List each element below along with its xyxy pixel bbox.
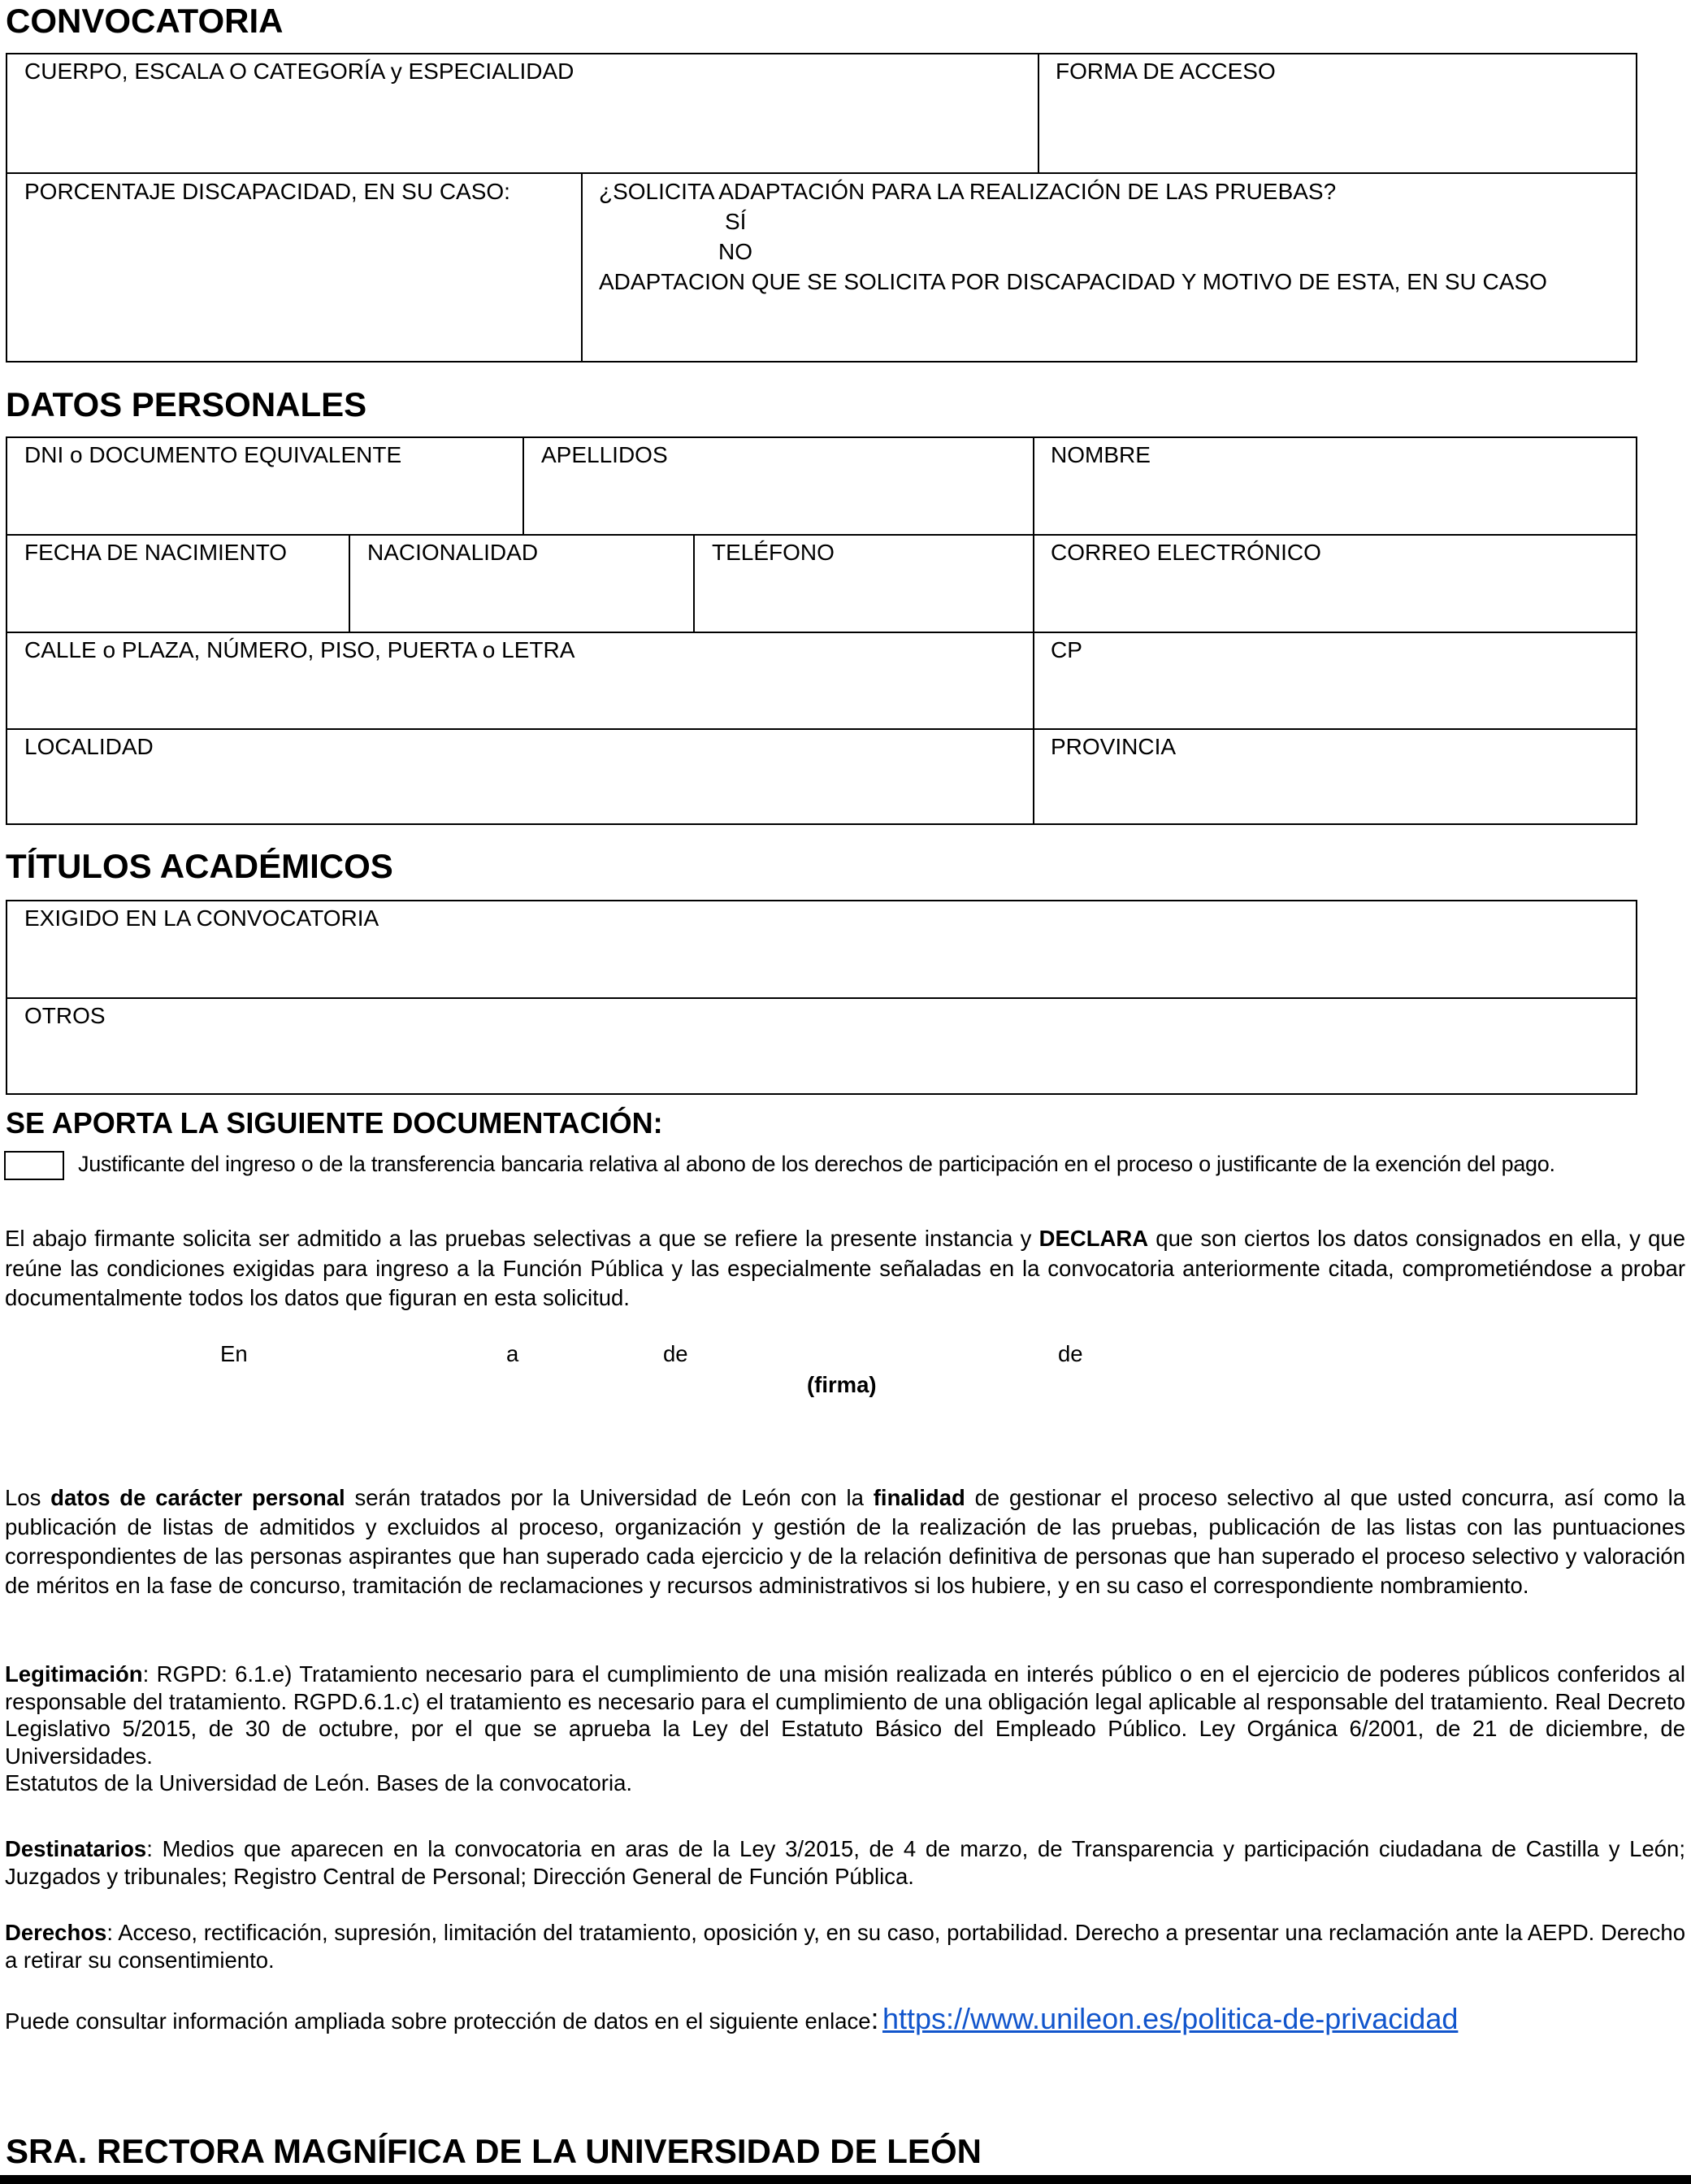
- text-bold: Destinatarios: [5, 1836, 147, 1861]
- declaracion-paragraph: [5, 1224, 1685, 1313]
- titulos-heading: TÍTULOS ACADÉMICOS: [6, 847, 393, 885]
- text-bold: Legitimación: [5, 1661, 143, 1687]
- text: de gestionar el proceso selectivo al que usted concurra, así como la publicación de listas de admitidos y excluidos al proceso, organización y gestión de la realización de las pruebas, publicación de las listas con las puntuaciones correspondientes de las personas aspirantes que han superado cada ejercicio y de la relación definitiva de personas que han superado el proceso selectivo y valoración de méritos en la fase de concurso, tramitación de reclamaciones y recursos administrativos si los hubiere, y en su caso el correspondiente nombramiento.: [5, 1485, 1685, 1598]
- firma-de: de: [663, 1341, 688, 1366]
- firma-de: de: [1058, 1341, 1083, 1366]
- text: serán tratados por la Universidad de León con la: [345, 1485, 874, 1510]
- adaptacion-detail-field[interactable]: ADAPTACION QUE SE SOLICITA POR DISCAPACIDAD Y MOTIVO DE ESTA, EN SU CASO: [599, 269, 1547, 294]
- documentacion-item: Justificante del ingreso o de la transferencia bancaria relativa al abono de los derechos de participación en el proceso o justificante de la exención del pago.: [78, 1152, 1555, 1176]
- consulta-colon: :: [870, 2002, 879, 2035]
- text-bold: Derechos: [5, 1920, 107, 1945]
- privacidad-derechos: [5, 1919, 1685, 1973]
- declaracion-text: El abajo firmante solicita ser admitido a las pruebas selectivas a que se refiere la presente instancia y: [5, 1226, 1039, 1251]
- titulos-table: [6, 900, 1637, 1095]
- convocatoria-heading: CONVOCATORIA: [6, 2, 284, 40]
- convocatoria-table: [6, 53, 1637, 363]
- firma-label: (firma): [807, 1372, 877, 1397]
- divider: [7, 997, 1636, 999]
- firma-en: En: [220, 1341, 248, 1366]
- divider: [522, 438, 524, 535]
- telefono-field[interactable]: TELÉFONO: [712, 540, 835, 565]
- privacidad-finalidad: [5, 1483, 1685, 1600]
- nombre-field[interactable]: NOMBRE: [1051, 442, 1151, 467]
- dni-field[interactable]: DNI o DOCUMENTO EQUIVALENTE: [24, 442, 402, 467]
- option-si[interactable]: SÍ: [725, 209, 747, 234]
- divider: [581, 172, 583, 363]
- text-bold: finalidad: [873, 1485, 965, 1510]
- nacionalidad-field[interactable]: NACIONALIDAD: [367, 540, 539, 565]
- text: : RGPD: 6.1.e) Tratamiento necesario para el cumplimiento de una misión realizada en interés público o en el ejercicio de poderes públicos conferidos al responsable del tratamiento. RGPD.6.1.c) el tratamiento es necesario para el cumplimiento de una obligación legal aplicable al responsable del tratamiento. Real Decreto Legislativo 5/2015, de 30 de octubre, por el que se aprueba la Ley del Estatuto Básico del Empleado Público. Ley Orgánica 6/2001, de 21 de diciembre, de Universidades.: [5, 1661, 1685, 1769]
- divider: [693, 534, 695, 632]
- datos-personales-table: [6, 436, 1637, 825]
- cp-field[interactable]: CP: [1051, 637, 1082, 662]
- divider: [1038, 54, 1039, 173]
- divider: [7, 728, 1636, 730]
- divider: [1033, 438, 1034, 825]
- divider: [7, 534, 1636, 536]
- datos-personales-heading: DATOS PERSONALES: [6, 385, 367, 423]
- text: Los: [5, 1485, 51, 1510]
- provincia-field[interactable]: PROVINCIA: [1051, 734, 1177, 759]
- privacidad-destinatarios: [5, 1835, 1685, 1890]
- firma-a: a: [506, 1341, 519, 1366]
- privacidad-estatutos: Estatutos de la Universidad de León. Bases de la convocatoria.: [5, 1770, 633, 1795]
- calle-field[interactable]: CALLE o PLAZA, NÚMERO, PISO, PUERTA o LETRA: [24, 637, 575, 662]
- documentacion-checkbox[interactable]: [4, 1151, 64, 1180]
- porcentaje-discapacidad-field[interactable]: PORCENTAJE DISCAPACIDAD, EN SU CASO:: [24, 179, 510, 204]
- text: : Medios que aparecen en la convocatoria en aras de la Ley 3/2015, de 4 de marzo, de Transparencia y participación ciudadana de Castilla y León; Juzgados y tribunales; Registro Central de Personal; Dirección General de Función Pública.: [5, 1836, 1685, 1889]
- declaracion-text: que son ciertos los datos consignados en ella, y que reúne las condiciones exigidas para ingreso a la Función Pública y las especialmente señaladas en la convocatoria anteriormente citada, comprometiéndose a probar documentalmente todos los datos que figuran en esta solicitud.: [5, 1226, 1685, 1310]
- cuerpo-field[interactable]: CUERPO, ESCALA O CATEGORÍA y ESPECIALIDAD: [24, 59, 575, 84]
- titulo-exigido-field[interactable]: EXIGIDO EN LA CONVOCATORIA: [24, 905, 379, 931]
- text-bold: datos de carácter personal: [50, 1485, 345, 1510]
- divider: [349, 534, 350, 632]
- option-no[interactable]: NO: [718, 239, 752, 264]
- divider: [7, 172, 1636, 174]
- correo-field[interactable]: CORREO ELECTRÓNICO: [1051, 540, 1321, 565]
- text: : Acceso, rectificación, supresión, limitación del tratamiento, oposición y, en su caso, portabilidad. Derecho a presentar una reclamación ante la AEPD. Derecho a retirar su consentimiento.: [5, 1920, 1685, 1973]
- rectora-heading: SRA. RECTORA MAGNÍFICA DE LA UNIVERSIDAD DE LEÓN: [6, 2132, 982, 2170]
- bottom-rule: [0, 2175, 1691, 2184]
- privacidad-consulta: [5, 2001, 1458, 2043]
- titulo-otros-field[interactable]: OTROS: [24, 1003, 106, 1028]
- privacidad-legitimacion: [5, 1661, 1685, 1769]
- apellidos-field[interactable]: APELLIDOS: [541, 442, 668, 467]
- fecha-nacimiento-field[interactable]: FECHA DE NACIMIENTO: [24, 540, 288, 565]
- localidad-field[interactable]: LOCALIDAD: [24, 734, 154, 759]
- documentacion-heading: SE APORTA LA SIGUIENTE DOCUMENTACIÓN:: [6, 1106, 663, 1140]
- declaracion-bold: DECLARA: [1038, 1226, 1149, 1251]
- divider: [7, 632, 1636, 633]
- privacy-policy-link[interactable]: https://www.unileon.es/politica-de-privacidad: [882, 2002, 1459, 2035]
- adaptacion-question: ¿SOLICITA ADAPTACIÓN PARA LA REALIZACIÓN DE LAS PRUEBAS?: [599, 179, 1337, 204]
- forma-acceso-field[interactable]: FORMA DE ACCESO: [1056, 59, 1276, 84]
- consulta-text: Puede consultar información ampliada sobre protección de datos en el siguiente enlace: [5, 2008, 871, 2034]
